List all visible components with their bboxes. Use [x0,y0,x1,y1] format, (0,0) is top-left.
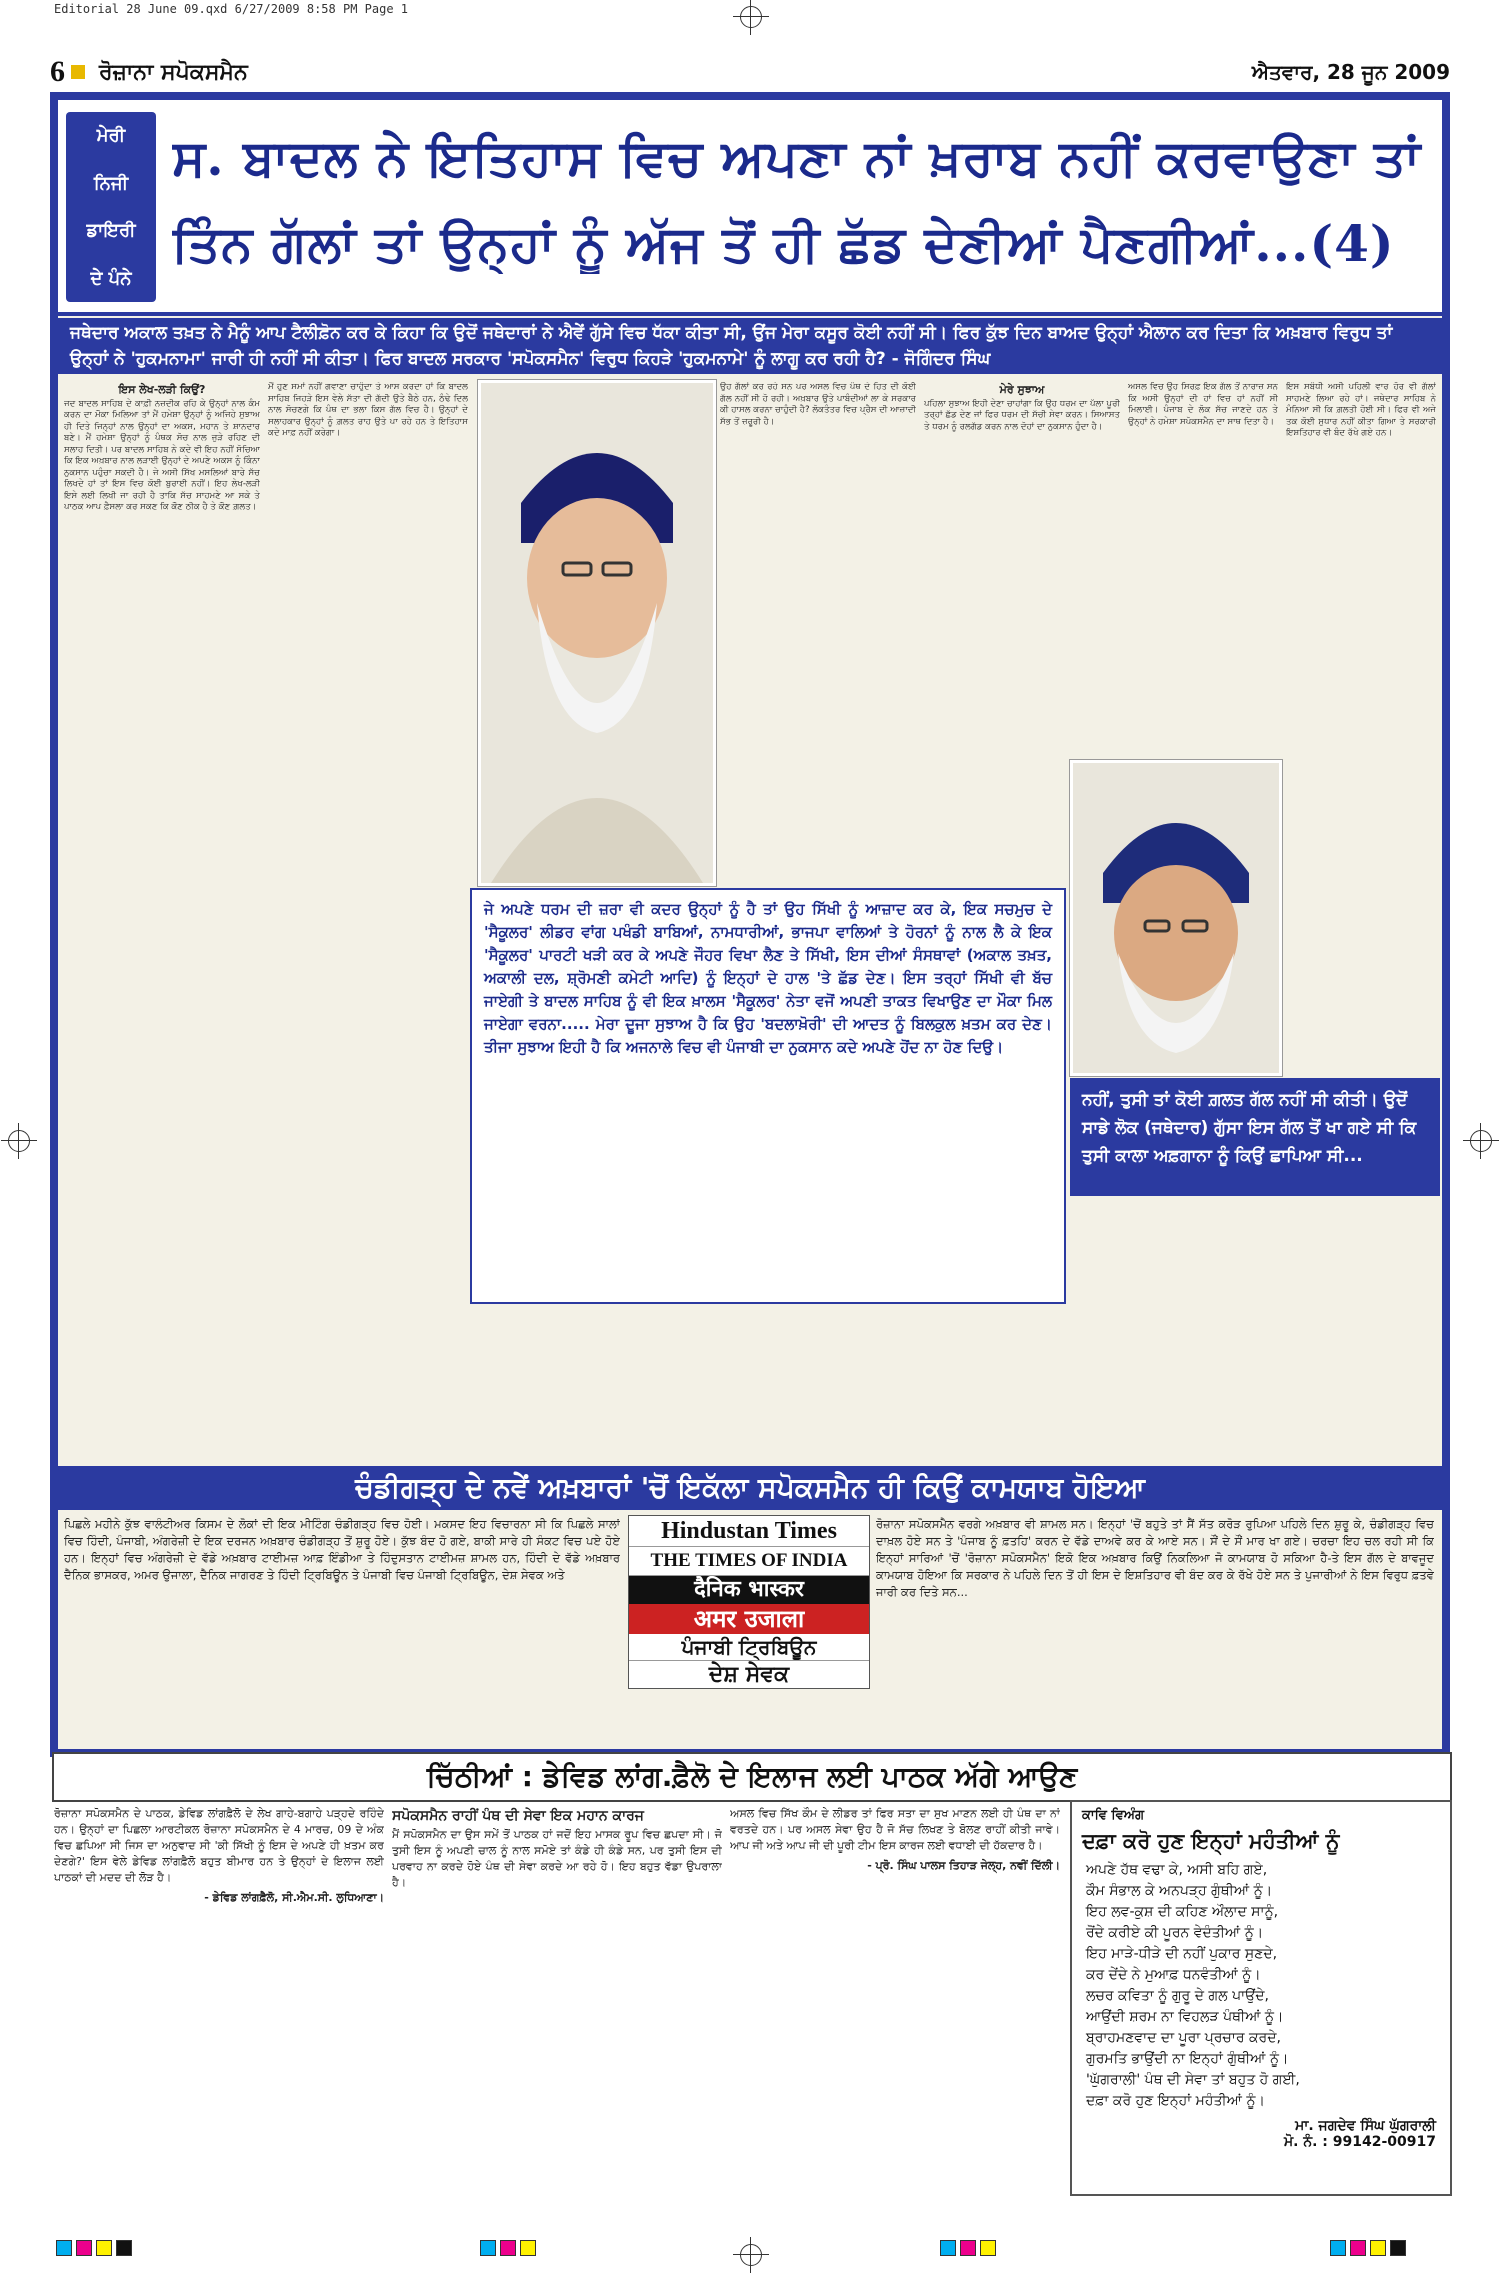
poem-author: ਮਾ. ਜਗਦੇਵ ਸਿੰਘ ਘੁੱਗਰਾਲੀ [1295,2118,1436,2134]
diary-line: ਨਿਜੀ [93,172,129,194]
logo-amar-ujala: अमर उजाला [629,1604,869,1634]
logo-dainik-bhaskar: दैनिक भास्कर [629,1576,869,1604]
poem-line: ਦਫ਼ਾ ਕਰੋ ਹੁਣ ਇਨ੍ਹਾਂ ਮਹੰਤੀਆਂ ਨੂੰ। [1086,2093,1265,2109]
poem-line: ਰੋਂਦੇ ਕਰੀਏ ਕੀ ਪੂਰਨ ਵੇਦੰਤੀਆਂ ਨੂੰ। [1086,1925,1264,1941]
pull-quote: ਜੇ ਅਪਣੇ ਧਰਮ ਦੀ ਜ਼ਰਾ ਵੀ ਕਦਰ ਉਨ੍ਹਾਂ ਨੂੰ ਹੈ ਤਾਂ ਉਹ ਸਿੱਖੀ ਨੂੰ ਆਜ਼ਾਦ ਕਰ ਕੇ, ਇਕ ਸਚਮੁਚ ਦੇ 'ਸੈਕੂਲਰ' ਲੀਡਰ ਵਾਂਗ ਪਖੰਡੀ ਬਾਬਿਆਂ, ਨਾਮਧਾਰੀਆਂ, ਭਾਜਪਾ ਵਾਲਿਆਂ ਤੇ ਹੋਰਨਾਂ ਨੂੰ ਨਾਲ ਲੈ ਕੇ ਇਕ 'ਸੈਕੂਲਰ' ਪਾਰਟੀ ਖੜੀ ਕਰ ਕੇ ਅਪਣੇ ਜੌਹਰ ਵਿਖਾ ਲੈਣ ਤੇ ਸਿੱਖੀ, ਇਸ ਦੀਆਂ ਸੰਸਥਾਵਾਂ (ਅਕਾਲ ਤਖ਼ਤ, ਅਕਾਲੀ ਦਲ, ਸ਼੍ਰੋਮਣੀ ਕਮੇਟੀ ਆਦਿ) ਨੂੰ ਇਨ੍ਹਾਂ ਦੇ ਹਾਲ 'ਤੇ ਛੱਡ ਦੇਣ। ਇਸ ਤਰ੍ਹਾਂ ਸਿੱਖੀ ਵੀ ਬੱਚ ਜਾਏਗੀ ਤੇ ਬਾਦਲ ਸਾਹਿਬ ਨੂੰ ਵੀ ਇਕ ਖ਼ਾਲਸ 'ਸੈਕੂਲਰ' ਨੇਤਾ ਵਜੋਂ ਅਪਣੀ ਤਾਕਤ ਵਿਖਾਉਣ ਦਾ ਮੌਕਾ ਮਿਲ ਜਾਏਗਾ ਵਰਨਾ..... ਮੇਰਾ ਦੂਜਾ ਸੁਝਾਅ ਹੈ ਕਿ ਉਹ 'ਬਦਲਾਖ਼ੋਰੀ' ਦੀ ਆਦਤ ਨੂੰ ਬਿਲਕੁਲ ਖ਼ਤਮ ਕਰ ਦੇਣ। ਤੀਜਾ ਸੁਝਾਅ ਇਹੀ ਹੈ ਕਿ ਅਜਨਾਲੇ ਵਿਚ ਵੀ ਪੰਜਾਬੀ ਦਾ ਨੁਕਸਾਨ ਕਦੇ ਅਪਣੇ ਹੋਂਦ ਨਾ ਹੋਣ ਦਿਉ। [470,888,1066,1304]
subsection-left-text [64,1516,620,1742]
poem-lines [1072,1858,1450,2114]
jathedar-photo [1070,760,1282,1076]
poem-line: ਲਚਰ ਕਵਿਤਾ ਨੂੰ ਗੁਰੂ ਦੇ ਗਲ ਪਾਉਂਦੇ, [1086,1988,1269,2004]
magenta-swatch-icon [1350,2240,1366,2256]
poem-line: ਬ੍ਰਾਹਮਣਵਾਦ ਦਾ ਪੂਰਾ ਪ੍ਰਚਾਰ ਕਰਦੇ, [1086,2030,1281,2046]
cyan-swatch-icon [480,2240,496,2256]
cyan-swatch-icon [56,2240,72,2256]
portrait-illustration [1073,763,1279,1073]
poem-line: 'ਘੁੱਗਰਾਲੀ' ਪੰਥ ਦੀ ਸੇਵਾ ਤਾਂ ਬਹੁਤ ਹੋ ਗਈ, [1086,2072,1300,2088]
cyan-swatch-icon [940,2240,956,2256]
page-square-icon [71,65,85,79]
diary-line: ਡਾਇਰੀ [86,220,136,242]
letters-title: ਚਿੱਠੀਆਂ : ਡੇਵਿਡ ਲਾਂਗ.ਫ਼ੈਲੋ ਦੇ ਇਲਾਜ ਲਈ ਪਾਠਕ ਅੱਗੇ ਆਉਣ [52,1752,1452,1802]
yellow-swatch-icon [980,2240,996,2256]
subsection-title: ਚੰਡੀਗੜ੍ਹ ਦੇ ਨਵੇਂ ਅਖ਼ਬਾਰਾਂ 'ਚੋਂ ਇਕੱਲਾ ਸਪੋਕਸਮੈਨ ਹੀ ਕਿਉਂ ਕਾਮਯਾਬ ਹੋਇਆ [58,1466,1442,1510]
letter-1 [54,1806,384,2226]
magenta-swatch-icon [76,2240,92,2256]
newspaper-logos [628,1515,870,1689]
file-slug: Editorial 28 June 09.qxd 6/27/2009 8:58 PM Page 1 [54,2,409,16]
magenta-swatch-icon [500,2240,516,2256]
poem-line: ਅਪਣੇ ਹੱਥ ਵਢਾ ਕੇ, ਅਸੀ ਬਹਿ ਗਏ, [1086,1862,1268,1878]
poem-line: ਇਹ ਲਵ-ਕੁਸ਼ ਦੀ ਕਹਿਣ ਔਲਾਦ ਸਾਨੂੰ, [1086,1904,1279,1920]
poem-phone: ਮੋ. ਨੰ. : 99142-00917 [1283,2134,1436,2150]
poem-line: ਕਰ ਦੇਂਦੇ ਨੇ ਮੁਆਫ਼ ਧਨਵੰਤੀਆਂ ਨੂੰ। [1086,1967,1261,1983]
diary-line: ਦੇ ਪੰਨੇ [90,267,132,289]
issue-date: ਐਤਵਾਰ, 28 ਜੂਨ 2009 [1251,60,1450,84]
yellow-swatch-icon [1370,2240,1386,2256]
registration-mark-icon [8,1130,30,1152]
article-paragraph: ਅਸਲ ਵਿਚ ਉਹ ਸਿਰਫ਼ ਇਕ ਗੱਲ ਤੋਂ ਨਾਰਾਜ਼ ਸਨ ਕਿ ਅਸੀ ਉਨ੍ਹਾਂ ਦੀ ਹਾਂ ਵਿਚ ਹਾਂ ਨਹੀਂ ਸੀ ਮਿਲਾਈ। ਪੰਜਾਬ ਦੇ ਲੋਕ ਸੱਚ ਜਾਣਦੇ ਹਨ ਤੇ ਉਨ੍ਹਾਂ ਨੇ ਹਮੇਸ਼ਾ ਸਪੋਕਸਮੈਨ ਦਾ ਸਾਥ ਦਿਤਾ ਹੈ। [1128,382,1278,427]
poem-line: ਗੁਰਮਤਿ ਭਾਉਂਦੀ ਨਾ ਇਨ੍ਹਾਂ ਗੁੰਥੀਆਂ ਨੂੰ। [1086,2051,1289,2067]
color-bar-right [1330,2240,1410,2258]
letter-signature: - ਪ੍ਰੋ. ਸਿੰਘ ਪਾਲਸ ਤਿਹਾੜ ਜੇਲ੍ਹ, ਨਵੀਂ ਦਿੱਲੀ। [867,1859,1060,1872]
letter-body: ਅਸਲ ਵਿਚ ਸਿੱਖ ਕੌਮ ਦੇ ਲੀਡਰ ਤਾਂ ਫਿਰ ਸਤਾ ਦਾ ਸੁਖ ਮਾਣਨ ਲਈ ਹੀ ਪੰਥ ਦਾ ਨਾਂ ਵਰਤਦੇ ਹਨ। ਪਰ ਅਸਲ ਸੇਵਾ ਉਹ ਹੈ ਜੋ ਸੱਚ ਲਿਖਣ ਤੇ ਬੋਲਣ ਰਾਹੀਂ ਕੀਤੀ ਜਾਵੇ। ਆਪ ਜੀ ਅਤੇ ਆਪ ਜੀ ਦੀ ਪੂਰੀ ਟੀਮ ਇਸ ਕਾਰਜ ਲਈ ਵਧਾਈ ਦੀ ਹੱਕਦਾਰ ਹੈ। [730,1807,1060,1852]
page-number: 6 [50,55,65,88]
article-column-2 [268,382,468,1460]
article-column-1 [64,382,260,1460]
letter-signature: - ਡੇਵਿਡ ਲਾਂਗਫ਼ੈਲੋ, ਸੀ.ਐਮ.ਸੀ. ਲੁਧਿਆਣਾ। [204,1891,384,1904]
letter-body: ਰੋਜ਼ਾਨਾ ਸਪੋਕਸਮੈਨ ਦੇ ਪਾਠਕ, ਡੇਵਿਡ ਲਾਂਗਫ਼ੈਲੋ ਦੇ ਲੇਖ ਗਾਹੇ-ਬਗਾਹੇ ਪੜ੍ਹਦੇ ਰਹਿੰਦੇ ਹਨ। ਉਨ੍ਹਾਂ ਦਾ ਪਿਛਲਾ ਆਰਟੀਕਲ ਰੋਜ਼ਾਨਾ ਸਪੋਕਸਮੈਨ ਦੇ 4 ਮਾਰਚ, 09 ਦੇ ਅੰਕ ਵਿਚ ਛਪਿਆ ਸੀ ਜਿਸ ਦਾ ਅਨੁਵਾਦ ਸੀ 'ਕੀ ਸਿੱਖੀ ਨੂੰ ਇਸ ਦੇ ਅਪਣੇ ਹੀ ਖ਼ਤਮ ਕਰ ਦੇਣਗੇ?' ਇਸ ਵੇਲੇ ਡੇਵਿਡ ਲਾਂਗਫ਼ੈਲੋ ਬਹੁਤ ਬੀਮਾਰ ਹਨ ਤੇ ਉਨ੍ਹਾਂ ਦੇ ਇਲਾਜ ਲਈ ਪਾਠਕਾਂ ਦੀ ਮਦਦ ਦੀ ਲੋੜ ਹੈ। [54,1807,384,1884]
masthead: ਰੋਜ਼ਾਨਾ ਸਪੋਕਸਮੈਨ [99,59,248,85]
subsection-paragraph: ਪਿਛਲੇ ਮਹੀਨੇ ਕੁੱਝ ਵਾਲੰਟੀਅਰ ਕਿਸਮ ਦੇ ਲੋਕਾਂ ਦੀ ਇਕ ਮੀਟਿੰਗ ਚੰਡੀਗੜ੍ਹ ਵਿਚ ਹੋਈ। ਮਕਸਦ ਇਹ ਵਿਚਾਰਨਾ ਸੀ ਕਿ ਪਿਛਲੇ ਸਾਲਾਂ ਵਿਚ ਹਿੰਦੀ, ਪੰਜਾਬੀ, ਅੰਗਰੇਜ਼ੀ ਦੇ ਇਕ ਦਰਜਨ ਅਖ਼ਬਾਰ ਚੰਡੀਗੜ੍ਹ ਤੋਂ ਸ਼ੁਰੂ ਹੋਏ। ਕੁੱਝ ਬੰਦ ਹੋ ਗਏ, ਬਾਕੀ ਸਾਰੇ ਹੀ ਸੰਕਟ ਵਿਚ ਪਏ ਹੋਏ ਹਨ। ਇਨ੍ਹਾਂ ਵਿਚ ਅੰਗਰੇਜ਼ੀ ਦੇ ਵੱਡੇ ਅਖ਼ਬਾਰ ਟਾਈਮਜ਼ ਆਫ਼ ਇੰਡੀਆ ਤੇ ਹਿੰਦੁਸਤਾਨ ਟਾਈਮਜ਼ ਸ਼ਾਮਲ ਹਨ, ਹਿੰਦੀ ਦੇ ਵੱਡੇ ਅਖ਼ਬਾਰ ਦੈਨਿਕ ਭਾਸਕਰ, ਅਮਰ ਉਜਾਲਾ, ਦੈਨਿਕ ਜਾਗਰਣ ਤੇ ਹਿੰਦੀ ਟ੍ਰਿਬਿਊਨ ਤੇ ਪੰਜਾਬੀ ਵਿਚ ਪੰਜਾਬੀ ਟ੍ਰਿਬਿਊਨ, ਦੇਸ਼ ਸੇਵਕ ਅਤੇ [64,1517,620,1582]
black-swatch-icon [116,2240,132,2256]
subsection-paragraph: ਰੋਜ਼ਾਨਾ ਸਪੋਕਸਮੈਨ ਵਰਗੇ ਅਖ਼ਬਾਰ ਵੀ ਸ਼ਾਮਲ ਸਨ। ਇਨ੍ਹਾਂ 'ਚੋਂ ਬਹੁਤੇ ਤਾਂ ਸੈਂ ਸੱਤ ਕਰੋੜ ਰੁਪਿਆ ਪਹਿਲੇ ਦਿਨ ਸ਼ੁਰੂ ਕੇ, ਚੰਡੀਗੜ੍ਹ ਵਿਚ ਦਾਖ਼ਲ ਹੋਏ ਸਨ ਤੇ 'ਪੰਜਾਬ ਨੂੰ ਫ਼ਤਹਿ' ਕਰਨ ਦੇ ਵੱਡੇ ਦਾਅਵੇ ਕਰ ਕੇ ਆਏ ਸਨ। ਸੌਂ ਦੇ ਸੌਂ ਮਾਰ ਖਾ ਗਏ। ਚਰਚਾ ਇਹ ਚਲ ਰਹੀ ਸੀ ਕਿ ਇਨ੍ਹਾਂ ਸਾਰਿਆਂ 'ਚੋਂ 'ਰੋਜ਼ਾਨਾ ਸਪੋਕਸਮੈਨ' ਇਕੋ ਇਕ ਅਖ਼ਬਾਰ ਕਿਉਂ ਨਿਕਲਿਆ ਜੋ ਕਾਮਯਾਬ ਹੋ ਸਕਿਆ ਹੈ-ਤੇ ਇਸ ਗੱਲ ਦੇ ਬਾਵਜੂਦ ਕਾਮਯਾਬ ਹੋਇਆ ਕਿ ਸਰਕਾਰ ਨੇ ਪਹਿਲੇ ਦਿਨ ਤੋਂ ਹੀ ਇਸ ਦੇ ਇਸ਼ਤਿਹਾਰ ਵੀ ਬੰਦ ਕਰ ਕੇ ਰੱਖੇ ਹੋਏ ਸਨ ਤੇ ਪੁਜਾਰੀਆਂ ਨੇ ਇਸ ਵਿਰੁਧ ਫ਼ਤਵੇ ਜਾਰੀ ਕਰ ਦਿਤੇ ਸਨ... [876,1517,1434,1599]
poem-line: ਕੌਮ ਸੰਭਾਲ ਕੇ ਅਨਪੜ੍ਹ ਗੁੰਥੀਆਂ ਨੂੰ। [1086,1883,1273,1899]
subsection-right-text [876,1516,1434,1742]
poem-title: ਦਫ਼ਾ ਕਰੋ ਹੁਣ ਇਨ੍ਹਾਂ ਮਹੰਤੀਆਂ ਨੂੰ [1082,1829,1340,1853]
headline-line-1: ਸ. ਬਾਦਲ ਨੇ ਇਤਿਹਾਸ ਵਿਚ ਅਪਣਾ ਨਾਂ ਖ਼ਰਾਬ ਨਹੀਂ ਕਰਵਾਉਣਾ ਤਾਂ [172,128,1422,187]
logo-times-of-india: THE TIMES OF INDIA [629,1547,869,1576]
article-paragraph: ਜਦ ਬਾਦਲ ਸਾਹਿਬ ਦੇ ਕਾਫ਼ੀ ਨਜ਼ਦੀਕ ਰਹਿ ਕੇ ਉਨ੍ਹਾਂ ਨਾਲ ਕੰਮ ਕਰਨ ਦਾ ਮੌਕਾ ਮਿਲਿਆ ਤਾਂ ਮੈਂ ਹਮੇਸ਼ਾ ਉਨ੍ਹਾਂ ਨੂੰ ਅਜਿਹੇ ਸੁਝਾਅ ਹੀ ਦਿਤੇ ਜਿਨ੍ਹਾਂ ਨਾਲ ਉਨ੍ਹਾਂ ਦਾ ਅਕਸ, ਮਹਾਨ ਤੇ ਸ਼ਾਨਦਾਰ ਬਣੇ। ਮੈਂ ਹਮੇਸ਼ਾ ਉਨ੍ਹਾਂ ਨੂੰ ਪੰਥਕ ਸੋਚ ਨਾਲ ਜੁੜੇ ਰਹਿਣ ਦੀ ਸਲਾਹ ਦਿਤੀ। ਪਰ ਬਾਦਲ ਸਾਹਿਬ ਨੇ ਕਦੇ ਵੀ ਇਹ ਨਹੀਂ ਸੋਚਿਆ ਕਿ ਇਕ ਅਖ਼ਬਾਰ ਨਾਲ ਲੜਾਈ ਉਨ੍ਹਾਂ ਦੇ ਅਪਣੇ ਅਕਸ ਨੂੰ ਕਿੰਨਾ ਨੁਕਸਾਨ ਪਹੁੰਚਾ ਸਕਦੀ ਹੈ। ਜੇ ਅਸੀ ਸਿੱਖ ਮਸਲਿਆਂ ਬਾਰੇ ਸੱਚ ਲਿਖਦੇ ਹਾਂ ਤਾਂ ਇਸ ਵਿਚ ਕੋਈ ਬੁਰਾਈ ਨਹੀਂ। ਇਹ ਲੇਖ-ਲੜੀ ਇਸੇ ਲਈ ਲਿਖੀ ਜਾ ਰਹੀ ਹੈ ਤਾਕਿ ਸੱਚ ਸਾਹਮਣੇ ਆ ਸਕੇ ਤੇ ਪਾਠਕ ਆਪ ਫ਼ੈਸਲਾ ਕਰ ਸਕਣ ਕਿ ਕੌਣ ਠੀਕ ਹੈ ਤੇ ਕੌਣ ਗ਼ਲਤ। [64,398,260,512]
color-bar-mid-right [940,2240,1000,2258]
black-swatch-icon [1390,2240,1406,2256]
subhead: ਮੇਰੇ ਸੁਝਾਅ [999,383,1045,396]
letter-heading: ਸਪੋਕਸਮੈਨ ਰਾਹੀਂ ਪੰਥ ਦੀ ਸੇਵਾ ਇਕ ਮਹਾਨ ਕਾਰਜ [392,1808,644,1824]
article-deck: ਜਥੇਦਾਰ ਅਕਾਲ ਤਖ਼ਤ ਨੇ ਮੈਨੂੰ ਆਪ ਟੈਲੀਫ਼ੋਨ ਕਰ ਕੇ ਕਿਹਾ ਕਿ ਉਦੋਂ ਜਥੇਦਾਰਾਂ ਨੇ ਐਵੇਂ ਗੁੱਸੇ ਵਿਚ ਧੱਕਾ ਕੀਤਾ ਸੀ, ਉਂਜ ਮੇਰਾ ਕਸੂਰ ਕੋਈ ਨਹੀਂ ਸੀ। ਫਿਰ ਕੁੱਝ ਦਿਨ ਬਾਅਦ ਉਨ੍ਹਾਂ ਐਲਾਨ ਕਰ ਦਿਤਾ ਕਿ ਅਖ਼ਬਾਰ ਵਿਰੁਧ ਤਾਂ ਉਨ੍ਹਾਂ ਨੇ 'ਹੁਕਮਨਾਮਾ' ਜਾਰੀ ਹੀ ਨਹੀਂ ਸੀ ਕੀਤਾ। ਫਿਰ ਬਾਦਲ ਸਰਕਾਰ 'ਸਪੋਕਸਮੈਨ' ਵਿਰੁਧ ਕਿਹੜੇ 'ਹੁਕਮਨਾਮੇ' ਨੂੰ ਲਾਗੂ ਕਰ ਰਹੀ ਹੈ? - ਜੋਗਿੰਦਰ ਸਿੰਘ [58,318,1442,374]
photo-caption: ਨਹੀਂ, ਤੁਸੀ ਤਾਂ ਕੋਈ ਗ਼ਲਤ ਗੱਲ ਨਹੀਂ ਸੀ ਕੀਤੀ। ਉਦੋਂ ਸਾਡੇ ਲੋਕ (ਜਥੇਦਾਰ) ਗੁੱਸਾ ਇਸ ਗੱਲ ਤੋਂ ਖਾ ਗਏ ਸੀ ਕਿ ਤੁਸੀ ਕਾਲਾ ਅਫ਼ਗਾਨਾ ਨੂੰ ਕਿਉਂ ਛਾਪਿਆ ਸੀ... [1070,1078,1440,1196]
badal-photo [478,380,716,886]
yellow-swatch-icon [520,2240,536,2256]
logo-desh-sewak: ਦੇਸ਼ ਸੇਵਕ [708,1662,790,1687]
headline-line-2: ਤਿੰਨ ਗੱਲਾਂ ਤਾਂ ਉਨ੍ਹਾਂ ਨੂੰ ਅੱਜ ਤੋਂ ਹੀ ਛੱਡ ਦੇਣੀਆਂ ਪੈਣਗੀਆਂ...(4) [172,214,1395,273]
letter-3 [730,1806,1060,2226]
cyan-swatch-icon [1330,2240,1346,2256]
article-paragraph: ਉਹ ਗੱਲਾਂ ਕਰ ਰਹੇ ਸਨ ਪਰ ਅਸਲ ਵਿਚ ਪੰਥ ਦੇ ਹਿਤ ਦੀ ਕੋਈ ਗੱਲ ਨਹੀਂ ਸੀ ਹੋ ਰਹੀ। ਅਖ਼ਬਾਰ ਉਤੇ ਪਾਬੰਦੀਆਂ ਲਾ ਕੇ ਸਰਕਾਰ ਕੀ ਹਾਸਲ ਕਰਨਾ ਚਾਹੁੰਦੀ ਹੈ? ਲੋਕਤੰਤਰ ਵਿਚ ਪ੍ਰੈਸ ਦੀ ਆਜ਼ਾਦੀ ਸੱਭ ਤੋਂ ਜ਼ਰੂਰੀ ਹੈ। [720,382,916,427]
page-header [20,56,1480,88]
registration-mark-icon [740,6,762,28]
color-bar-mid-left [480,2240,540,2258]
letter-body: ਮੈਂ ਸਪੋਕਸਮੈਨ ਦਾ ਉਸ ਸਮੇਂ ਤੋਂ ਪਾਠਕ ਹਾਂ ਜਦੋਂ ਇਹ ਮਾਸਕ ਰੂਪ ਵਿਚ ਛਪਦਾ ਸੀ। ਜੋ ਤੁਸੀ ਇਸ ਨੂੰ ਅਪਣੀ ਚਾਲ ਨੂੰ ਨਾਲ ਸਮੋਏ ਤਾਂ ਕੰਡੇ ਹੀ ਕੰਡੇ ਸਨ, ਪਰ ਤੁਸੀ ਇਸ ਦੀ ਪਰਵਾਹ ਨਾ ਕਰਦੇ ਹੋਏ ਪੰਥ ਦੀ ਸੇਵਾ ਕਰਦੇ ਆ ਰਹੇ ਹੋ। ਇਹ ਬਹੁਤ ਵੱਡਾ ਉਪਰਾਲਾ ਹੈ। [392,1828,722,1889]
logo-punjabi-tribune: ਪੰਜਾਬੀ ਟ੍ਰਿਬਿਊਨ [629,1634,869,1661]
article-paragraph: ਮੈਂ ਹੁਣ ਸਮਾਂ ਨਹੀਂ ਗਵਾਣਾ ਚਾਹੁੰਦਾ ਤੇ ਆਸ ਕਰਦਾ ਹਾਂ ਕਿ ਬਾਦਲ ਸਾਹਿਬ ਜਿਹੜੇ ਇਸ ਵੇਲੇ ਸੱਤਾ ਦੀ ਗੱਦੀ ਉਤੇ ਬੈਠੇ ਹਨ, ਠੰਢੇ ਦਿਲ ਨਾਲ ਸੋਚਣਗੇ ਕਿ ਪੰਥ ਦਾ ਭਲਾ ਕਿਸ ਗੱਲ ਵਿਚ ਹੈ। ਉਨ੍ਹਾਂ ਦੇ ਸਲਾਹਕਾਰ ਉਨ੍ਹਾਂ ਨੂੰ ਗ਼ਲਤ ਰਾਹ ਉਤੇ ਪਾ ਰਹੇ ਹਨ ਤੇ ਇਤਿਹਾਸ ਕਦੇ ਮਾਫ਼ ਨਹੀਂ ਕਰੇਗਾ। [268,382,468,438]
magenta-swatch-icon [960,2240,976,2256]
registration-mark-icon [1470,1130,1492,1152]
letter-2 [392,1806,722,2226]
subhead: ਇਸ ਲੇਖ-ਲੜੀ ਕਿਉਂ? [118,383,206,396]
color-bar-left [56,2240,136,2258]
article-column-6 [1286,382,1436,1460]
yellow-swatch-icon [96,2240,112,2256]
portrait-illustration [481,383,713,883]
article-paragraph: ਪਹਿਲਾ ਸੁਝਾਅ ਇਹੀ ਦੇਣਾ ਚਾਹਾਂਗਾ ਕਿ ਉਹ ਧਰਮ ਦਾ ਪੱਲਾ ਪੂਰੀ ਤਰ੍ਹਾਂ ਛੱਡ ਦੇਣ ਜਾਂ ਫਿਰ ਧਰਮ ਦੀ ਸੱਚੀ ਸੇਵਾ ਕਰਨ। ਸਿਆਸਤ ਤੇ ਧਰਮ ਨੂੰ ਰਲਗੱਡ ਕਰਨ ਨਾਲ ਦੋਹਾਂ ਦਾ ਨੁਕਸਾਨ ਹੁੰਦਾ ਹੈ। [924,398,1120,432]
registration-mark-icon [740,2244,762,2266]
poem-label: ਕਾਵਿ ਵਿਅੰਗ [1082,1808,1144,1823]
diary-label [66,112,156,302]
diary-line: ਮੇਰੀ [96,125,126,147]
poem-line: ਇਹ ਮਾੜੇ-ਧੀੜੇ ਦੀ ਨਹੀਂ ਪੁਕਾਰ ਸੁਣਦੇ, [1086,1946,1278,1962]
logo-hindustan-times: Hindustan Times [629,1516,869,1547]
article-paragraph: ਇਸ ਸਬੰਧੀ ਅਸੀ ਪਹਿਲੀ ਵਾਰ ਹੋਰ ਵੀ ਗੱਲਾਂ ਸਾਹਮਣੇ ਲਿਆ ਰਹੇ ਹਾਂ। ਜਥੇਦਾਰ ਸਾਹਿਬ ਨੇ ਮੰਨਿਆ ਸੀ ਕਿ ਗ਼ਲਤੀ ਹੋਈ ਸੀ। ਫਿਰ ਵੀ ਅਜੇ ਤਕ ਕੋਈ ਸੁਧਾਰ ਨਹੀਂ ਕੀਤਾ ਗਿਆ ਤੇ ਸਰਕਾਰੀ ਇਸ਼ਤਿਹਾਰ ਵੀ ਬੰਦ ਰੱਖੇ ਗਏ ਹਨ। [1286,382,1436,438]
poem-line: ਆਉਂਦੀ ਸ਼ਰਮ ਨਾ ਵਿਹਲੜ ਪੰਥੀਆਂ ਨੂੰ। [1086,2009,1284,2025]
poem-box [1070,1800,1452,2196]
